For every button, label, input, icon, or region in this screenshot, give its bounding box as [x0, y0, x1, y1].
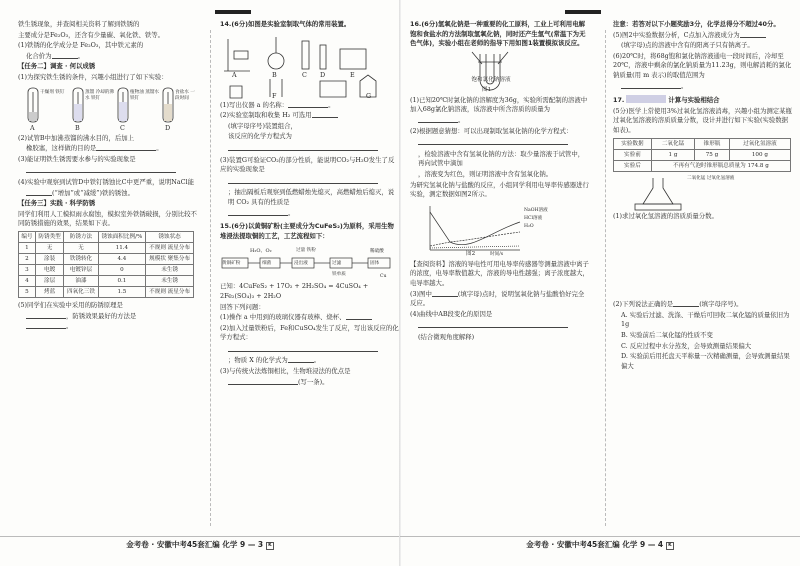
- q3: (3)能证明铁生锈需要水参与的实验现象是: [18, 154, 136, 163]
- figure-2: [410, 202, 590, 260]
- flow-item: 过量 铁粉: [296, 248, 316, 254]
- header-bar: [565, 10, 601, 14]
- q15-part: 回答下列问题：: [220, 302, 265, 311]
- apparatus-label-a: A: [232, 70, 237, 79]
- tube-desc-b: 蒸馏 冷却的沸水 铁钉: [85, 89, 115, 101]
- q5b: (填字母)点的溶液中含有的阳离子只有钠离子。: [621, 41, 754, 50]
- table-header: 防锈类型: [35, 231, 63, 242]
- apparatus-label-c: C: [302, 70, 307, 79]
- intro-line: 铁生锈现象，并查阅相关资料了解到铁锈的: [18, 20, 140, 28]
- intro-line: 化合价为 。: [26, 51, 84, 60]
- flow-item: 黄铜矿粉: [222, 261, 241, 267]
- option-item: B. 实验前后二氧化锰的性质不变: [621, 330, 713, 339]
- footer-text: 金考卷 · 安徽中考45套汇编 化学 9 — 3: [126, 540, 264, 549]
- legend-item: HCl溶液: [524, 215, 543, 221]
- flow-item: 铁单质: [332, 272, 346, 278]
- page-badge-icon: K: [268, 543, 272, 548]
- q15-part: (3)与传统火法炼铜相比，生物堆浸法的优点是: [220, 367, 351, 376]
- conductivity-curve-3: [430, 246, 520, 248]
- q5c: 。: [18, 322, 198, 332]
- flask-label: 二氧化锰 过氧化氢溶液: [687, 175, 735, 181]
- q14-part: ；抽出隔板后观察到低燃蜡烛先熄灭，高燃蜡烛后熄灭，说明 CO₂ 具有的性质是: [228, 188, 395, 206]
- q16-part: ，溶液变为红色，则证明溶液中含有氢氧化钠。: [418, 169, 553, 178]
- q14-part: (填字母序号)装置组合，: [228, 121, 297, 130]
- table-row: 实验前 1 g 75 g 100 g: [614, 149, 791, 160]
- task2-text: (1)为探究铁生锈的条件，兴趣小组进行了如下实验：: [18, 72, 168, 81]
- q3-answer-line: [18, 165, 198, 177]
- left-column-2: [220, 20, 400, 388]
- table-header: 编号: [19, 231, 36, 242]
- flow-item: Cu: [380, 274, 387, 280]
- table-row: 5 烤蓝 四氧化三铁 1.5 不规则 流星分布: [19, 286, 194, 297]
- table-header: 实验数据: [614, 138, 652, 149]
- right-footer: [400, 536, 800, 550]
- q2b: 橡胶塞，这样做的目的是 。: [26, 144, 163, 153]
- experiment-table: [613, 138, 791, 172]
- table-row: 3 电镀 电镀锌层 0 未生锈: [19, 264, 194, 275]
- flow-item: 过滤: [332, 261, 342, 267]
- q5: (5)图2中实验数据分析，C点加入溶液成分为: [613, 31, 793, 41]
- blurred-tag-icon: [626, 95, 666, 103]
- q16-part: (1)已知20℃时氯化钠的溶解度为36g，实验所需配制的溶液中加入68g氯化钠溶液，该溶液中所含溶质的质量为: [410, 95, 588, 114]
- task3-text: 同学们利用人工模拟雨水腐蚀，模拟室外铁锈破损，分别比较不同防锈措施的效果，结果如下表。: [18, 209, 197, 228]
- q4: (4)实验中观察到试管D中铁钉锈蚀比C中更严重，说明NaCl能: [18, 177, 194, 186]
- q5b: ，防锈效果最好的方法是: [18, 312, 198, 322]
- u-tube-svg: [410, 50, 590, 96]
- apparatus-label-d: D: [320, 70, 326, 79]
- tube-label-b: B: [75, 123, 80, 132]
- q15-part: ；物质 X 的化学式为 。: [228, 356, 321, 365]
- q17-q1: (1)求过氧化氢溶液的溶质质量分数。: [613, 211, 718, 220]
- fig1-caption: 图1: [482, 86, 492, 93]
- q15-equation: 已知：4CuFeS₂ + 17O₂ + 2H₂SO₄ = 4CuSO₄ + 2Fe₂(SO₄)₃ + 2H₂O: [220, 282, 369, 300]
- table-header: 锥形瓶: [695, 138, 730, 149]
- bonus-note: 注意：若答对以下小题奖励3分，化学总得分不超过40分。: [613, 20, 780, 28]
- option-item: C. 反应过程中水分蒸发，会导致测量结果偏大: [621, 341, 752, 350]
- q16-answer-line: [410, 137, 590, 149]
- q15-title: 15.(6分)以黄铜矿粉(主要成分为CuFeS₂)为原料，采用生物堆浸法提取铜的工艺，工艺流程如下：: [220, 222, 394, 240]
- q15-part: (写一条)。: [220, 378, 400, 388]
- intro-line: 主要成分是Fe₂O₃，还含有少量碳、氧化铁、铁等。: [18, 30, 165, 39]
- q16-part: 为研究氢氧化钠与盐酸的反应，小组同学利用电导率传感器进行实验，测定数据如图2所示。: [410, 180, 589, 199]
- apparatus-label-f: F: [272, 91, 277, 100]
- tube-desc-a: 干燥剂 铁钉: [40, 89, 65, 95]
- flow-item: 浸出液: [294, 261, 308, 267]
- tube-desc-c: 植物油 蒸馏水 铁钉: [130, 89, 160, 101]
- table-row: 2 涂装 铁锈转化 4.4 规模状 聚集分布: [19, 253, 194, 264]
- q17-title: 17. 计算与实验相结合: [613, 96, 720, 105]
- flow-diagram: [220, 242, 400, 282]
- q6: (6)20℃时，将68g饱和氯化钠溶液通电一段时间后，冷却至20℃，溶液中剩余的氯化钠质量为11.23g，则电解消耗的氯化钠质量(用 m 表示)的取值范围为: [613, 51, 792, 79]
- right-column-1: [410, 20, 590, 343]
- task2-title: 【任务二】调查 · 何以成锈: [18, 62, 96, 71]
- q14-part: 。: [220, 209, 400, 219]
- legend-item: NaOH溶液: [524, 207, 548, 213]
- q14-part: (2)实验室制取和收集 H₂ 可选用: [220, 111, 400, 121]
- page-badge-icon: K: [668, 543, 672, 548]
- q6-answer-line: 。: [613, 82, 793, 92]
- q15-answer-line: [220, 344, 400, 356]
- table-row: 实验后 不再有气泡时锥形瓶总质量为 174.8 g: [614, 160, 791, 171]
- answer-space: [613, 222, 793, 300]
- q17-q2: (2)下列说法正确的是 (填字母序号)。: [613, 300, 743, 309]
- apparatus-label-b: B: [272, 70, 277, 79]
- flow-item: 细菌: [262, 261, 272, 267]
- tube-label-a: A: [30, 123, 35, 132]
- q15-part: (2)加入过量铁粉后，Fe和CuSO₄发生了反应，写出该反应的化学方程式：: [220, 323, 399, 342]
- q16-title: 16.(6分)氢氧化钠是一种重要的化工原料，工业上可利用电解饱和食盐水的方法制取氢氧化钠，同时还产生氢气(常温下为无色气体)，实验小组在老师的指导下用如图1装置模拟该反应。: [410, 20, 586, 48]
- figure-1: [410, 50, 590, 96]
- test-tube-figure: [18, 84, 198, 134]
- table-row: 4 涂层 油漆 0.1 未生锈: [19, 275, 194, 286]
- flow-item: 稀硫酸: [370, 249, 384, 255]
- table-header: 锈蚀状态: [146, 231, 194, 242]
- table-header: 二氧化锰: [651, 138, 694, 149]
- option-item: A. 实验后过滤、洗涤、干燥后可回收二氧化锰的质量依旧为1g: [621, 310, 790, 329]
- q16-part: (2)根据题意猜想：可以出现制取氢氧化钠的化学方程式：: [410, 126, 573, 135]
- q16-part: (3)图中 (填字母)点时，说明氢氧化钠与盐酸恰好完全反应。: [410, 289, 585, 308]
- axis-label: 时间/s: [490, 251, 504, 257]
- table-row: 1 无 无 11.4 不规则 流星分布: [19, 242, 194, 253]
- q4b: (“增加”或“减缓”)铁的锈蚀。: [18, 189, 198, 199]
- fig2-caption: 图2: [466, 250, 476, 257]
- table-header: 过氧化氢溶液: [729, 138, 790, 149]
- tube-label-c: C: [120, 123, 125, 132]
- q14-title: 14.(6分)如图是实验室制取气体的常用装置。: [220, 20, 351, 28]
- q14-answer-line: [220, 143, 400, 155]
- column-divider: [605, 30, 606, 526]
- apparatus-figure: [220, 31, 400, 101]
- q15-part: (1)操作 a 中用到的玻璃仪器有玻棒、烧杯、: [220, 313, 400, 323]
- right-page: [400, 0, 800, 566]
- right-column-2: [613, 20, 793, 372]
- q16-answer-line: [410, 320, 590, 332]
- apparatus-label-g: G: [366, 91, 372, 100]
- q5: (5)同学们在实验中采用的防锈原理是: [18, 300, 123, 309]
- flow-item: H₂O、O₂: [250, 248, 272, 255]
- q17-text: (5分)医学上常使用3%过氧化氢溶液消毒，兴趣小组为测定某瓶过氧化氢溶液的溶质质量分数，设计并进行如下实验(实验数据如表)。: [613, 106, 792, 134]
- q16-answer-line: 。: [410, 116, 590, 126]
- apparatus-svg: [220, 31, 400, 101]
- header-bar: [215, 10, 251, 14]
- conductivity-curve-1: [430, 212, 520, 245]
- task3-title: 【任务三】实践 · 科学防锈: [18, 199, 96, 208]
- q16-part: ，检验溶液中含有氢氧化钠的方法：取少量溶液于试管中，再向试管中滴加: [418, 149, 585, 168]
- tube-desc-d: 食盐水 一段时间: [175, 89, 195, 101]
- apparatus-label-e: E: [350, 70, 355, 79]
- fig1-label: 饱和氯化钠溶液: [471, 76, 511, 83]
- q16-part: (4)曲线中AB段变化的原因是: [410, 309, 493, 318]
- table-header: 防锈方法: [64, 231, 98, 242]
- left-column-1: [18, 20, 198, 333]
- flow-item: 固体: [370, 261, 380, 267]
- material: 【查阅资料】溶液的导电性可用电导率传感器等测量溶液中离子的浓度，电导率数值越大，溶液的导电性越强；离子浓度越大，电导率越大。: [410, 259, 589, 287]
- footer-text: 金考卷 · 安徽中考45套汇编 化学 9 — 4: [526, 540, 664, 549]
- q2: (2)试管B中加沸蒸馏的沸水目的，后加上: [18, 133, 134, 142]
- q14-answer-line: [220, 176, 400, 188]
- column-divider: [210, 30, 211, 526]
- flask-figure: [613, 172, 793, 212]
- legend-item: H₂O: [524, 223, 534, 229]
- q14-part: (1)写出仪器 a 的名称： 。: [220, 100, 335, 109]
- q16-part: (结合微观角度解释): [418, 332, 475, 341]
- conductivity-curve-2: [430, 232, 520, 246]
- q14-part: 该反应的化学方程式为: [228, 132, 292, 141]
- rust-table: [18, 231, 194, 298]
- left-footer: [0, 536, 400, 550]
- q14-part: (3)装置G可验证CO₂的部分性质，能说明CO₂与H₂O发生了反应的实验现象是: [220, 155, 395, 174]
- tube-label-d: D: [165, 123, 171, 132]
- option-item: D. 实验前后用托盘天平称量一次精确测量，会导致测量结果偏大: [621, 352, 790, 370]
- intro-line: (1)铁锈的化学成分是 Fe₂O₃，其中铁元素的: [18, 41, 144, 50]
- table-header: 锈蚀面积比例/%: [98, 231, 146, 242]
